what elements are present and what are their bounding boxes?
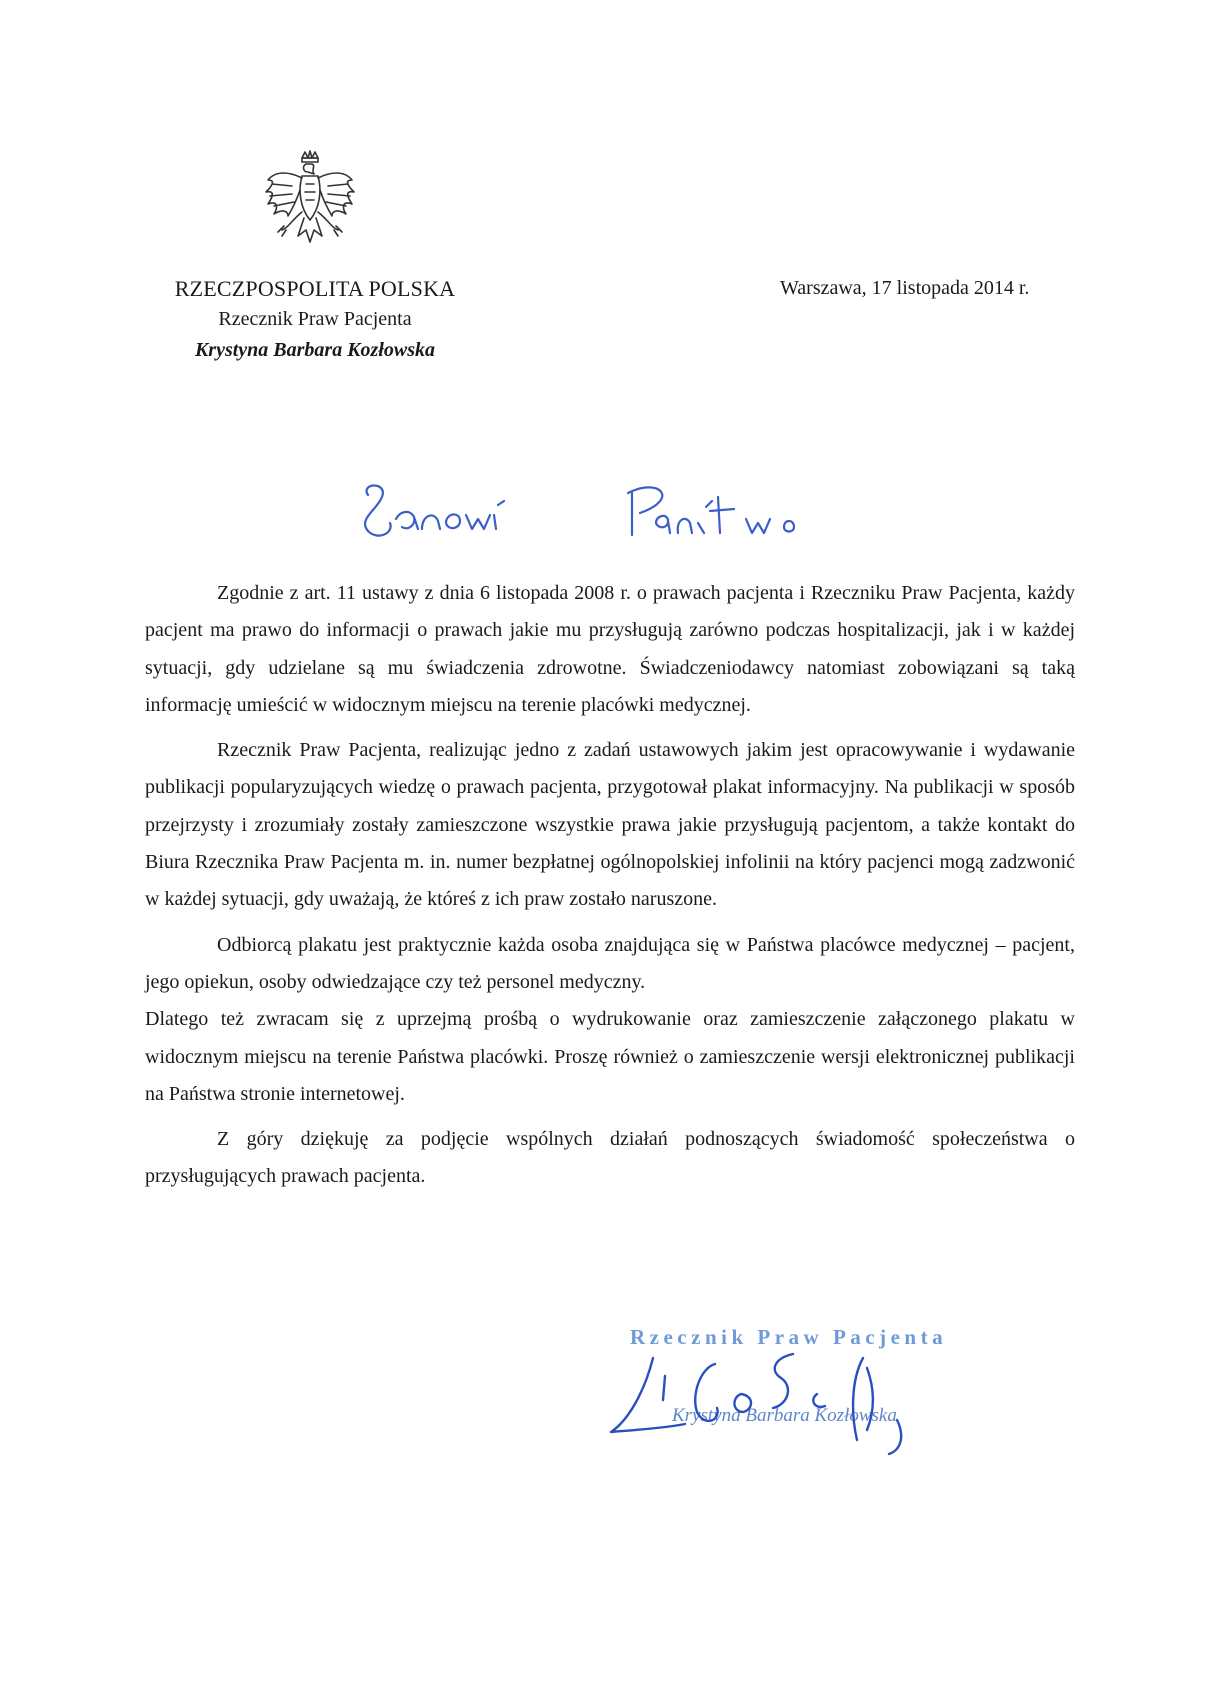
letter-body [145,575,1075,1196]
body-paragraph-2: Rzecznik Praw Pacjenta, realizując jedno z zadań ustawowych jakim jest opracowywanie i wydawanie publikacji popularyzujących wiedzę o prawach pacjenta, przygotował plakat informacyjny. Na publikacji w sposób przejrzysty i zrozumiały zostały zamieszczone wszystkie prawa jakie przysługują pacjentom, a także kontakt do Biura Rzecznika Praw Pacjenta m. in. numer bezpłatnej ogólnopolskiej infolinii na który pacjenci mogą zadzwonić w każdej sytuacji, gdy uważają, że któreś z ich praw zostało naruszone. [145,739,1075,911]
polish-eagle-emblem-icon [262,150,358,262]
letterhead-person: Krystyna Barbara Kozłowska [194,339,436,361]
letterhead-office: Rzecznik Praw Pacjenta [218,308,412,330]
body-paragraph-1: Zgodnie z art. 11 ustawy z dnia 6 listopada 2008 r. o prawach pacjenta i Rzeczniku Praw Pacjenta, każdy pacjent ma prawo do informacji o prawach jakie mu przysługują zarówno podczas hospitalizacji, jak i w każdej sytuacji, gdy udzielane są mu świadczenia zdrowotne. Świadczeniodawcy natomiast zobowiązani są taką informację umieścić w widocznym miejscu na terenie placówki medycznej. [145,582,1075,716]
letterhead-country: RZECZPOSPOLITA POLSKA [174,276,456,301]
handwritten-signature [605,1350,965,1460]
body-paragraph-5: Z góry dziękuję za podjęcie wspólnych działań podnoszących świadomość społeczeństwa o przysługujących prawach pacjenta. [145,1128,1075,1188]
body-paragraph-4: Dlatego też zwracam się z uprzejmą prośbą o wydrukowanie oraz zamieszczenie załączonego plakatu w widocznym miejscu na terenie Państwa placówki. Proszę również o zamieszczenie wersji elektronicznej publikacji na Państwa stronie internetowej. [145,1008,1075,1105]
body-paragraph-3: Odbiorcą plakatu jest praktycznie każda osoba znajdująca się w Państwa placówce medycznej – pacjent, jego opiekun, osoby odwiedzające czy też personel medyczny. [145,933,1075,993]
letterhead [130,273,500,366]
signature-stamp-title: Rzecznik Praw Pacjenta [630,1325,948,1349]
place-and-date: Warszawa, 17 listopada 2014 r. [780,277,1030,299]
signature-stamp-name: Krystyna Barbara Kozłowska [672,1405,897,1426]
handwritten-salutation [360,475,880,555]
